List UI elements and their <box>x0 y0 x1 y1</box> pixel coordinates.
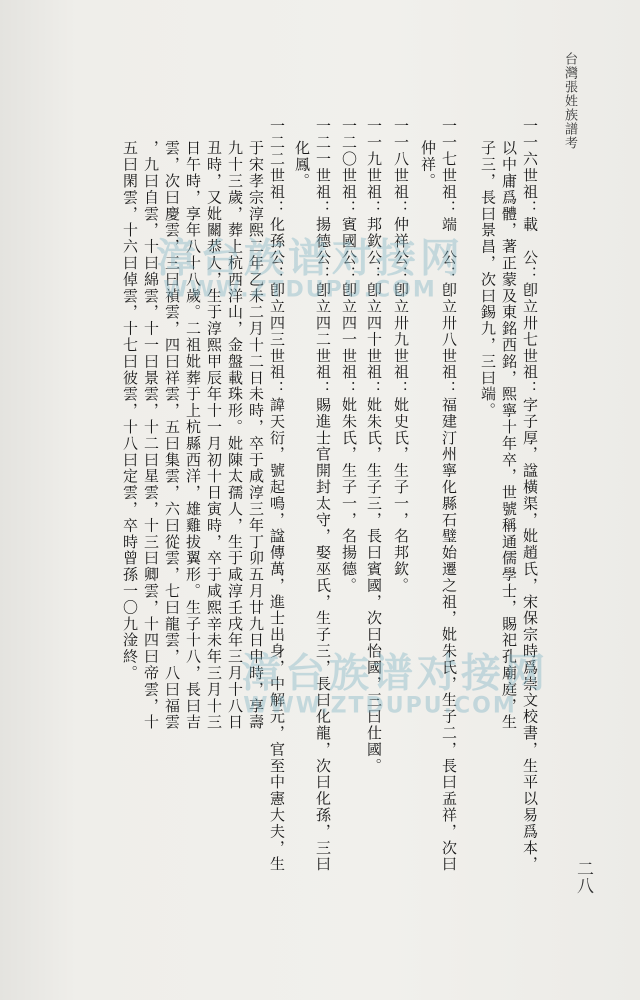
watermark-url: WWW.ZTDUPU.COM <box>243 693 517 719</box>
watermark-logo: 漳台族谱对接网 <box>241 650 549 697</box>
text-column: 一一九世祖：邦欽公：卽立四十世祖：妣朱氏，生子三，長曰賓國，次曰怡國，三曰仕國。 <box>365 118 383 774</box>
text-column: 日午時，享年八十八歲。二祖妣葬于上杭縣西洋，雄雞拔翼形。生子十八，長曰吉 <box>184 140 202 731</box>
text-column: ，九曰自雲，十曰綿雲，十一曰景雲，十二曰星雲，十三曰卿雲，十四曰帝雲，十 <box>142 140 160 731</box>
text-column: 于宋孝宗淳熙二年乙未二月十二日未時，卒于咸淳三年丁卯五月廿九日申時，享壽 <box>247 140 265 731</box>
text-column: 一一七世祖：端 公：卽立卅八世祖：福建汀州寧化縣石璧始遷之祖，妣朱氏，生子二，長曰孟祥，次曰 <box>440 118 458 873</box>
text-column: 子三，長曰景昌，次曰錫九，三曰端。 <box>479 140 497 419</box>
text-column: 雲，次曰慶雲，三曰禎雲，四曰祥雲，五曰集雲，六曰從雲，七曰龍雲，八曰福雲 <box>163 140 181 731</box>
text-column: 以中庸爲體，著正蒙及東銘西銘，熙寧十年卒，世號稱通儒學士，賜祀孔廟庭，生 <box>500 140 518 731</box>
text-column: 丑時，又妣關恭人，生于淳熙甲辰年十一月初十日寅時，卒于咸熙辛未年三月十三 <box>205 140 223 731</box>
text-column: 一二〇世祖：賓國公：卽立四一世祖：妣朱氏，生子一，名揚德。 <box>340 118 358 594</box>
running-head: 台灣張姓族譜考 <box>562 52 577 150</box>
page-number: 二八 <box>573 860 593 894</box>
text-column: 一一八世祖：仲祥公：卽立卅九世祖：妣史氏，生子一，名邦欽。 <box>392 118 410 594</box>
text-column: 一二一世祖：揚德公：卽立四二世祖：賜進士官開封太守，娶巫氏，生子三，長曰化龍，次曰化孫，三曰 <box>314 118 332 873</box>
text-column: 一一六世祖：載 公：卽立卅七世祖：字子厚，諡橫渠，妣趙氏，宋保宗時爲崇文校書，生平以易爲本， <box>521 118 539 873</box>
text-column: 化鳳。 <box>293 140 311 190</box>
text-column: 五曰閑雲，十六曰倬雲，十七曰彼雲，十八曰定雲，卒時曾孫一〇九淦終。 <box>121 140 139 682</box>
text-column: 一二二世祖：化孫公：卽立四三世祖：諱天衍，號起鳴，諡傳萬，進士出身，中解元，官至中憲大夫，生 <box>268 118 286 873</box>
watermark-logo: 漳台族谱对接网 <box>156 235 464 282</box>
text-column: 九十三歲，葬上杭西洋山，金盤載珠形。妣陳太孺人，生于咸淳壬戌年三月十八日 <box>226 140 244 731</box>
watermark-url: WWW.ZTDUPU.COM <box>163 277 437 303</box>
text-column: 仲祥。 <box>419 140 437 190</box>
